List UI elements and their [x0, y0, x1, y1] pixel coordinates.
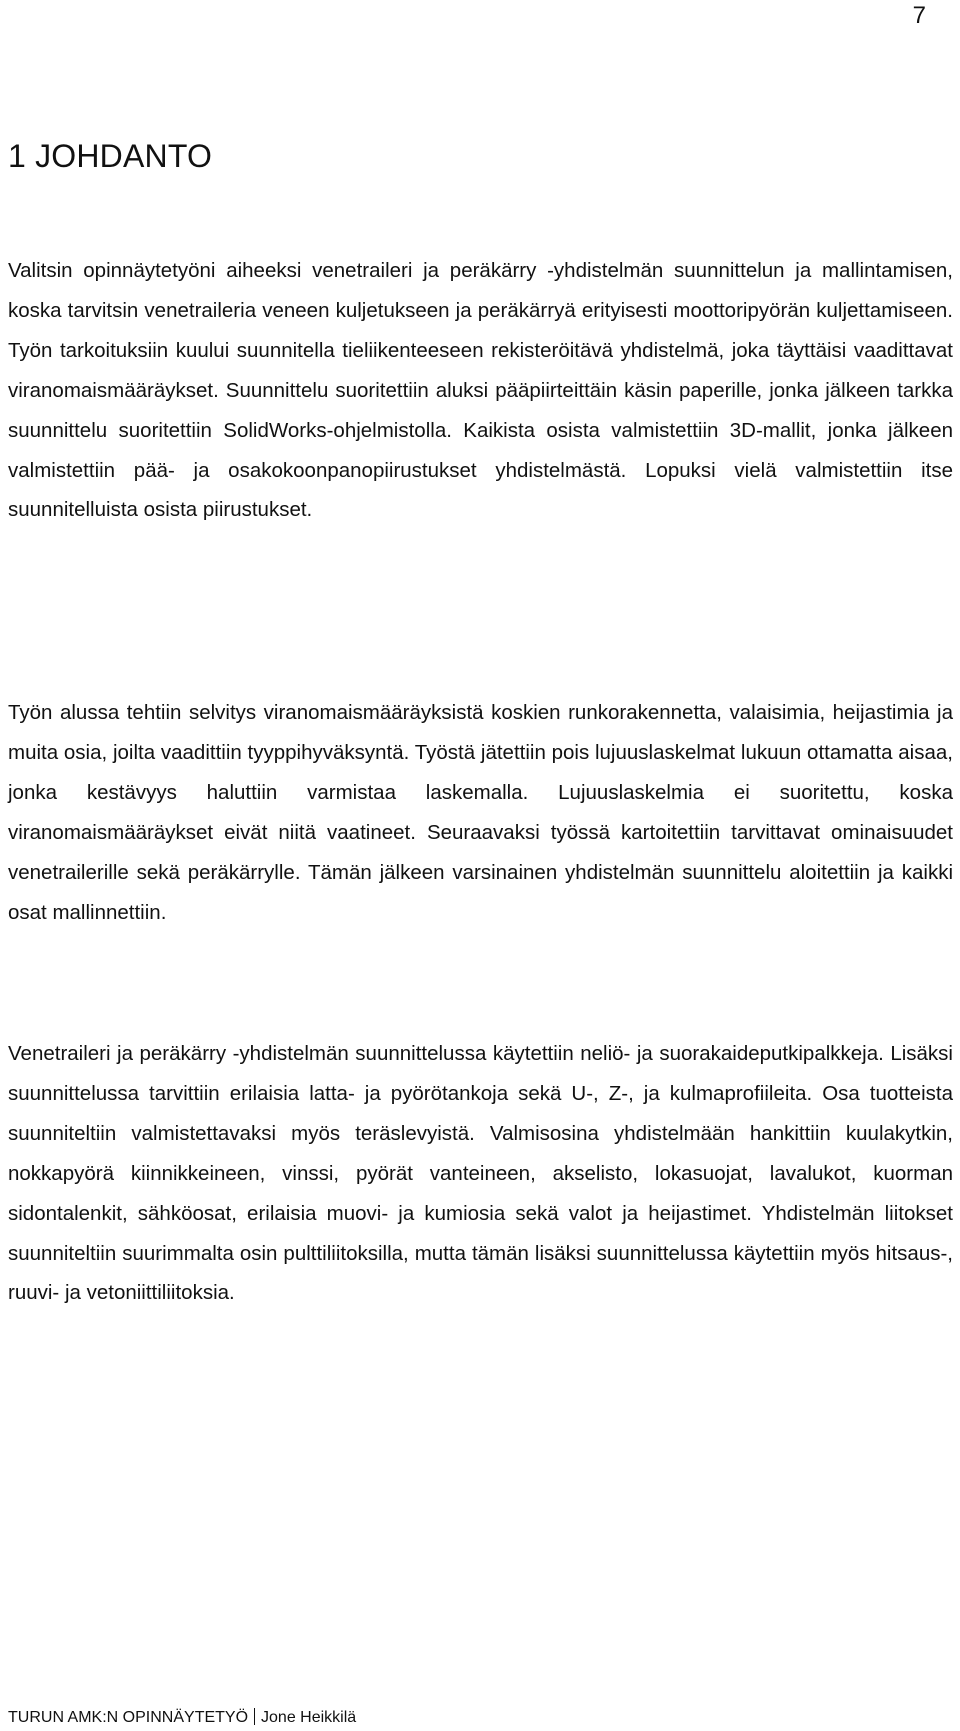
- chapter-title: 1 JOHDANTO: [8, 138, 213, 174]
- body-paragraph-1: Valitsin opinnäytetyöni aiheeksi venetraileri ja peräkärry -yhdistelmän suunnittelun ja mallintamisen, koska tarvitsin venetraileria veneen kuljetukseen ja peräkärryä erityisesti moottoripyörän kuljettamiseen. Työn tarkoituksiin kuului suunnitella tieliikenteeseen rekisteröitävä yhdistelmä, joka täyttäisi vaadittavat viranomaismääräykset. Suunnittelu suoritettiin aluksi pääpiirteittäin käsin paperille, jonka jälkeen tarkka suunnittelu suoritettiin SolidWorks-ohjelmistolla. Kaikista osista valmistettiin 3D-mallit, jonka jälkeen valmistettiin pää- ja osakokoonpanopiirustukset yhdistelmästä. Lopuksi vielä valmistettiin itse suunnitelluista osista piirustukset.: [8, 259, 953, 522]
- page-number: 7: [912, 2, 926, 29]
- footer-separator: [254, 1708, 255, 1725]
- footer-institution: TURUN AMK:N OPINNÄYTETYÖ: [8, 1709, 249, 1726]
- footer-author: Jone Heikkilä: [261, 1709, 357, 1726]
- page-footer: [8, 1707, 356, 1729]
- body-paragraph-3: Venetraileri ja peräkärry -yhdistelmän suunnittelussa käytettiin neliö- ja suorakaideputkipalkkeja. Lisäksi suunnittelussa tarvittiin erilaisia latta- ja pyörötankoja sekä U-, Z-, ja kulmaprofiileita. Osa tuotteista suunniteltiin valmistettavaksi myös teräslevyistä. Valmisosina yhdistelmään hankittiin kuulakytkin, nokkapyörä kiinnikkeineen, vinssi, pyörät vanteineen, akselisto, lokasuojat, lavalukot, kuorman sidontalenkit, sähköosat, erilaisia muovi- ja kumiosia sekä valot ja heijastimet. Yhdistelmän liitokset suunniteltiin suurimmalta osin pulttiliitoksilla, mutta tämän lisäksi suunnittelussa käytettiin myös hitsaus-, ruuvi- ja vetoniittiliitoksia.: [8, 1042, 953, 1305]
- body-paragraph-2: Työn alussa tehtiin selvitys viranomaismääräyksistä koskien runkorakennetta, valaisimia, heijastimia ja muita osia, joilta vaadittiin tyyppihyväksyntä. Työstä jätettiin pois lujuuslaskelmat lukuun ottamatta aisaa, jonka kestävyys haluttiin varmistaa laskemalla. Lujuuslaskelmia ei suoritettu, koska viranomaismääräykset eivät niitä vaatineet. Seuraavaksi työssä kartoitettiin tarvittavat ominaisuudet venetrailerille sekä peräkärrylle. Tämän jälkeen varsinainen yhdistelmän suunnittelu aloitettiin ja kaikki osat mallinnettiin.: [8, 701, 953, 924]
